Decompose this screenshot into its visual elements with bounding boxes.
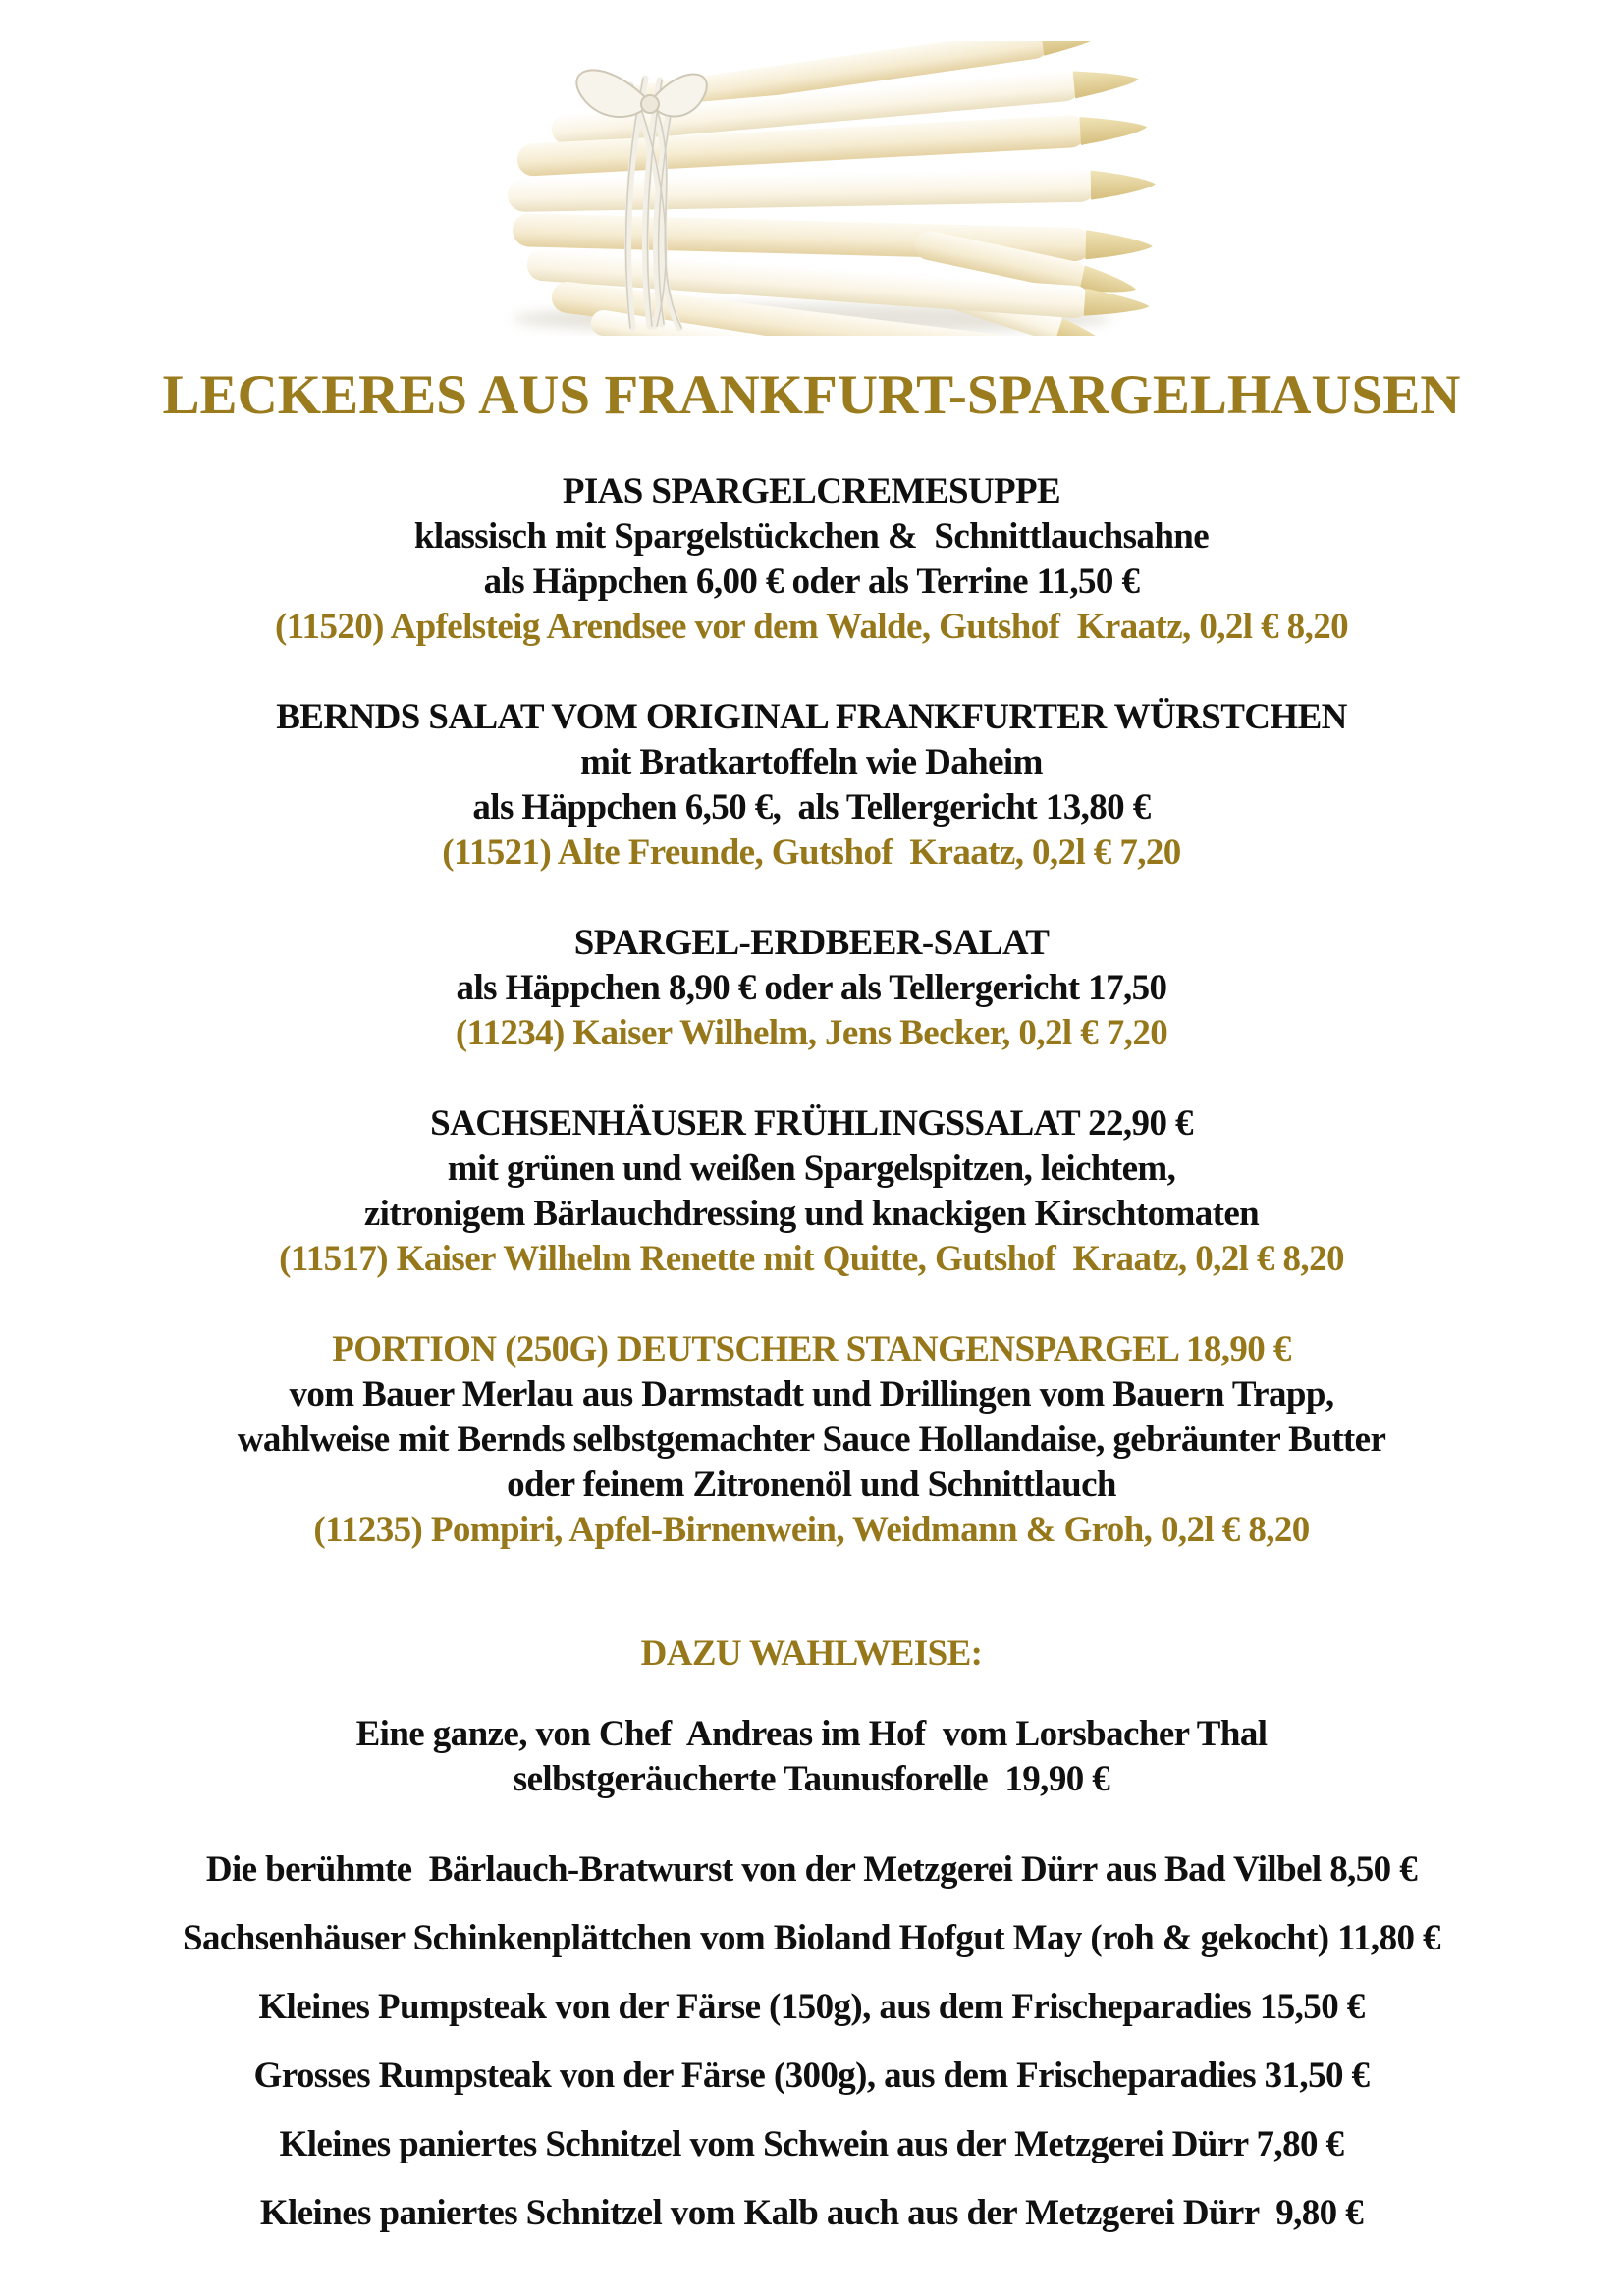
dish-title: BERNDS SALAT VOM ORIGINAL FRANKFURTER WÜRSTCHEN <box>276 697 1347 737</box>
dish-description: klassisch mit Spargelstückchen & Schnittlauchsahne <box>413 516 1210 557</box>
item-schnitzel-kalb <box>260 2191 1363 2236</box>
wine-pairing: (11521) Alte Freunde, Gutshof Kraatz, 0,2l € 7,20 <box>442 832 1181 873</box>
dish-description: mit grünen und weißen Spargelspitzen, leichtem, <box>447 1148 1176 1189</box>
page-title: LECKERES AUS FRANKFURT-SPARGELHAUSEN <box>162 364 1461 426</box>
side-dishes-heading: DAZU WAHLWEISE: <box>640 1633 983 1674</box>
section-spargel-erdbeer-salat <box>456 921 1167 1056</box>
menu-item: Die berühmte Bärlauch-Bratwurst von der Metzgerei Dürr aus Bad Vilbel 8,50 € <box>205 1849 1418 1890</box>
dish-title: PORTION (250G) DEUTSCHER STANGENSPARGEL 18,90 € <box>332 1329 1291 1369</box>
section-pias-spargelcremesuppe <box>275 469 1348 650</box>
section-portion-stangenspargel <box>238 1327 1386 1553</box>
dish-description: mit Bratkartoffeln wie Daheim <box>580 742 1043 782</box>
menu-item: Kleines paniertes Schnitzel vom Kalb auch aus der Metzgerei Dürr 9,80 € <box>259 2193 1364 2233</box>
menu-item: selbstgeräucherte Taunusforelle 19,90 € <box>513 1759 1110 1799</box>
wine-pairing: (11517) Kaiser Wilhelm Renette mit Quitte, Gutshof Kraatz, 0,2l € 8,20 <box>279 1239 1344 1279</box>
item-kleines-pumpsteak <box>258 1985 1364 2030</box>
menu-item: Kleines paniertes Schnitzel vom Schwein aus der Metzgerei Dürr 7,80 € <box>279 2124 1344 2164</box>
section-sachsenhaeuser-fruehlingssalat <box>279 1101 1344 1282</box>
menu-item: Grosses Rumpsteak von der Färse (300g), aus dem Frischeparadies 31,50 € <box>253 2056 1370 2096</box>
menu-sections <box>0 469 1623 2260</box>
dish-title: SACHSENHÄUSER FRÜHLINGSSALAT 22,90 € <box>430 1103 1193 1144</box>
dish-title: PIAS SPARGELCREMESUPPE <box>562 471 1061 511</box>
item-baerlauch-bratwurst <box>206 1847 1417 1893</box>
wine-pairing: (11520) Apfelsteig Arendsee vor dem Walde, Gutshof Kraatz, 0,2l € 8,20 <box>274 607 1349 647</box>
dish-description: wahlweise mit Bernds selbstgemachter Sauce Hollandaise, gebräunter Butter <box>237 1419 1386 1460</box>
twine-bow <box>576 70 706 117</box>
section-bernds-salat <box>276 695 1347 876</box>
item-schnitzel-schwein <box>280 2122 1344 2167</box>
asparagus-bundle-image <box>454 41 1170 336</box>
dish-price-line: als Häppchen 6,50 €, als Tellergericht 13,80 € <box>472 787 1151 828</box>
dish-price-line: als Häppchen 6,00 € oder als Terrine 11,50 € <box>483 561 1140 602</box>
dish-description: vom Bauer Merlau aus Darmstadt und Drillingen vom Bauern Trapp, <box>289 1374 1334 1415</box>
dish-description: oder feinem Zitronenöl und Schnittlauch <box>507 1465 1116 1505</box>
dish-price-line: als Häppchen 8,90 € oder als Tellergericht 17,50 <box>456 968 1167 1008</box>
menu-item: Eine ganze, von Chef Andreas im Hof vom Lorsbacher Thal <box>355 1714 1268 1754</box>
menu-item: Kleines Pumpsteak von der Färse (150g), aus dem Frischeparadies 15,50 € <box>258 1987 1365 2027</box>
item-schinkenplaettchen <box>183 1916 1440 1961</box>
asparagus-bundle-illustration <box>454 41 1170 336</box>
item-grosses-rumpsteak <box>254 2054 1370 2099</box>
item-taunusforelle <box>356 1712 1268 1802</box>
wine-pairing: (11234) Kaiser Wilhelm, Jens Becker, 0,2l € 7,20 <box>455 1013 1168 1053</box>
dish-description: zitronigem Bärlauchdressing und knackigen Kirschtomaten <box>363 1194 1260 1234</box>
wine-pairing: (11235) Pompiri, Apfel-Birnenwein, Weidmann & Groh, 0,2l € 8,20 <box>313 1510 1310 1550</box>
dish-title: SPARGEL-ERDBEER-SALAT <box>573 923 1050 963</box>
menu-item: Sachsenhäuser Schinkenplättchen vom Bioland Hofgut May (roh & gekocht) 11,80 € <box>183 1918 1440 1958</box>
section-dazu-wahlweise-heading <box>641 1631 983 1677</box>
